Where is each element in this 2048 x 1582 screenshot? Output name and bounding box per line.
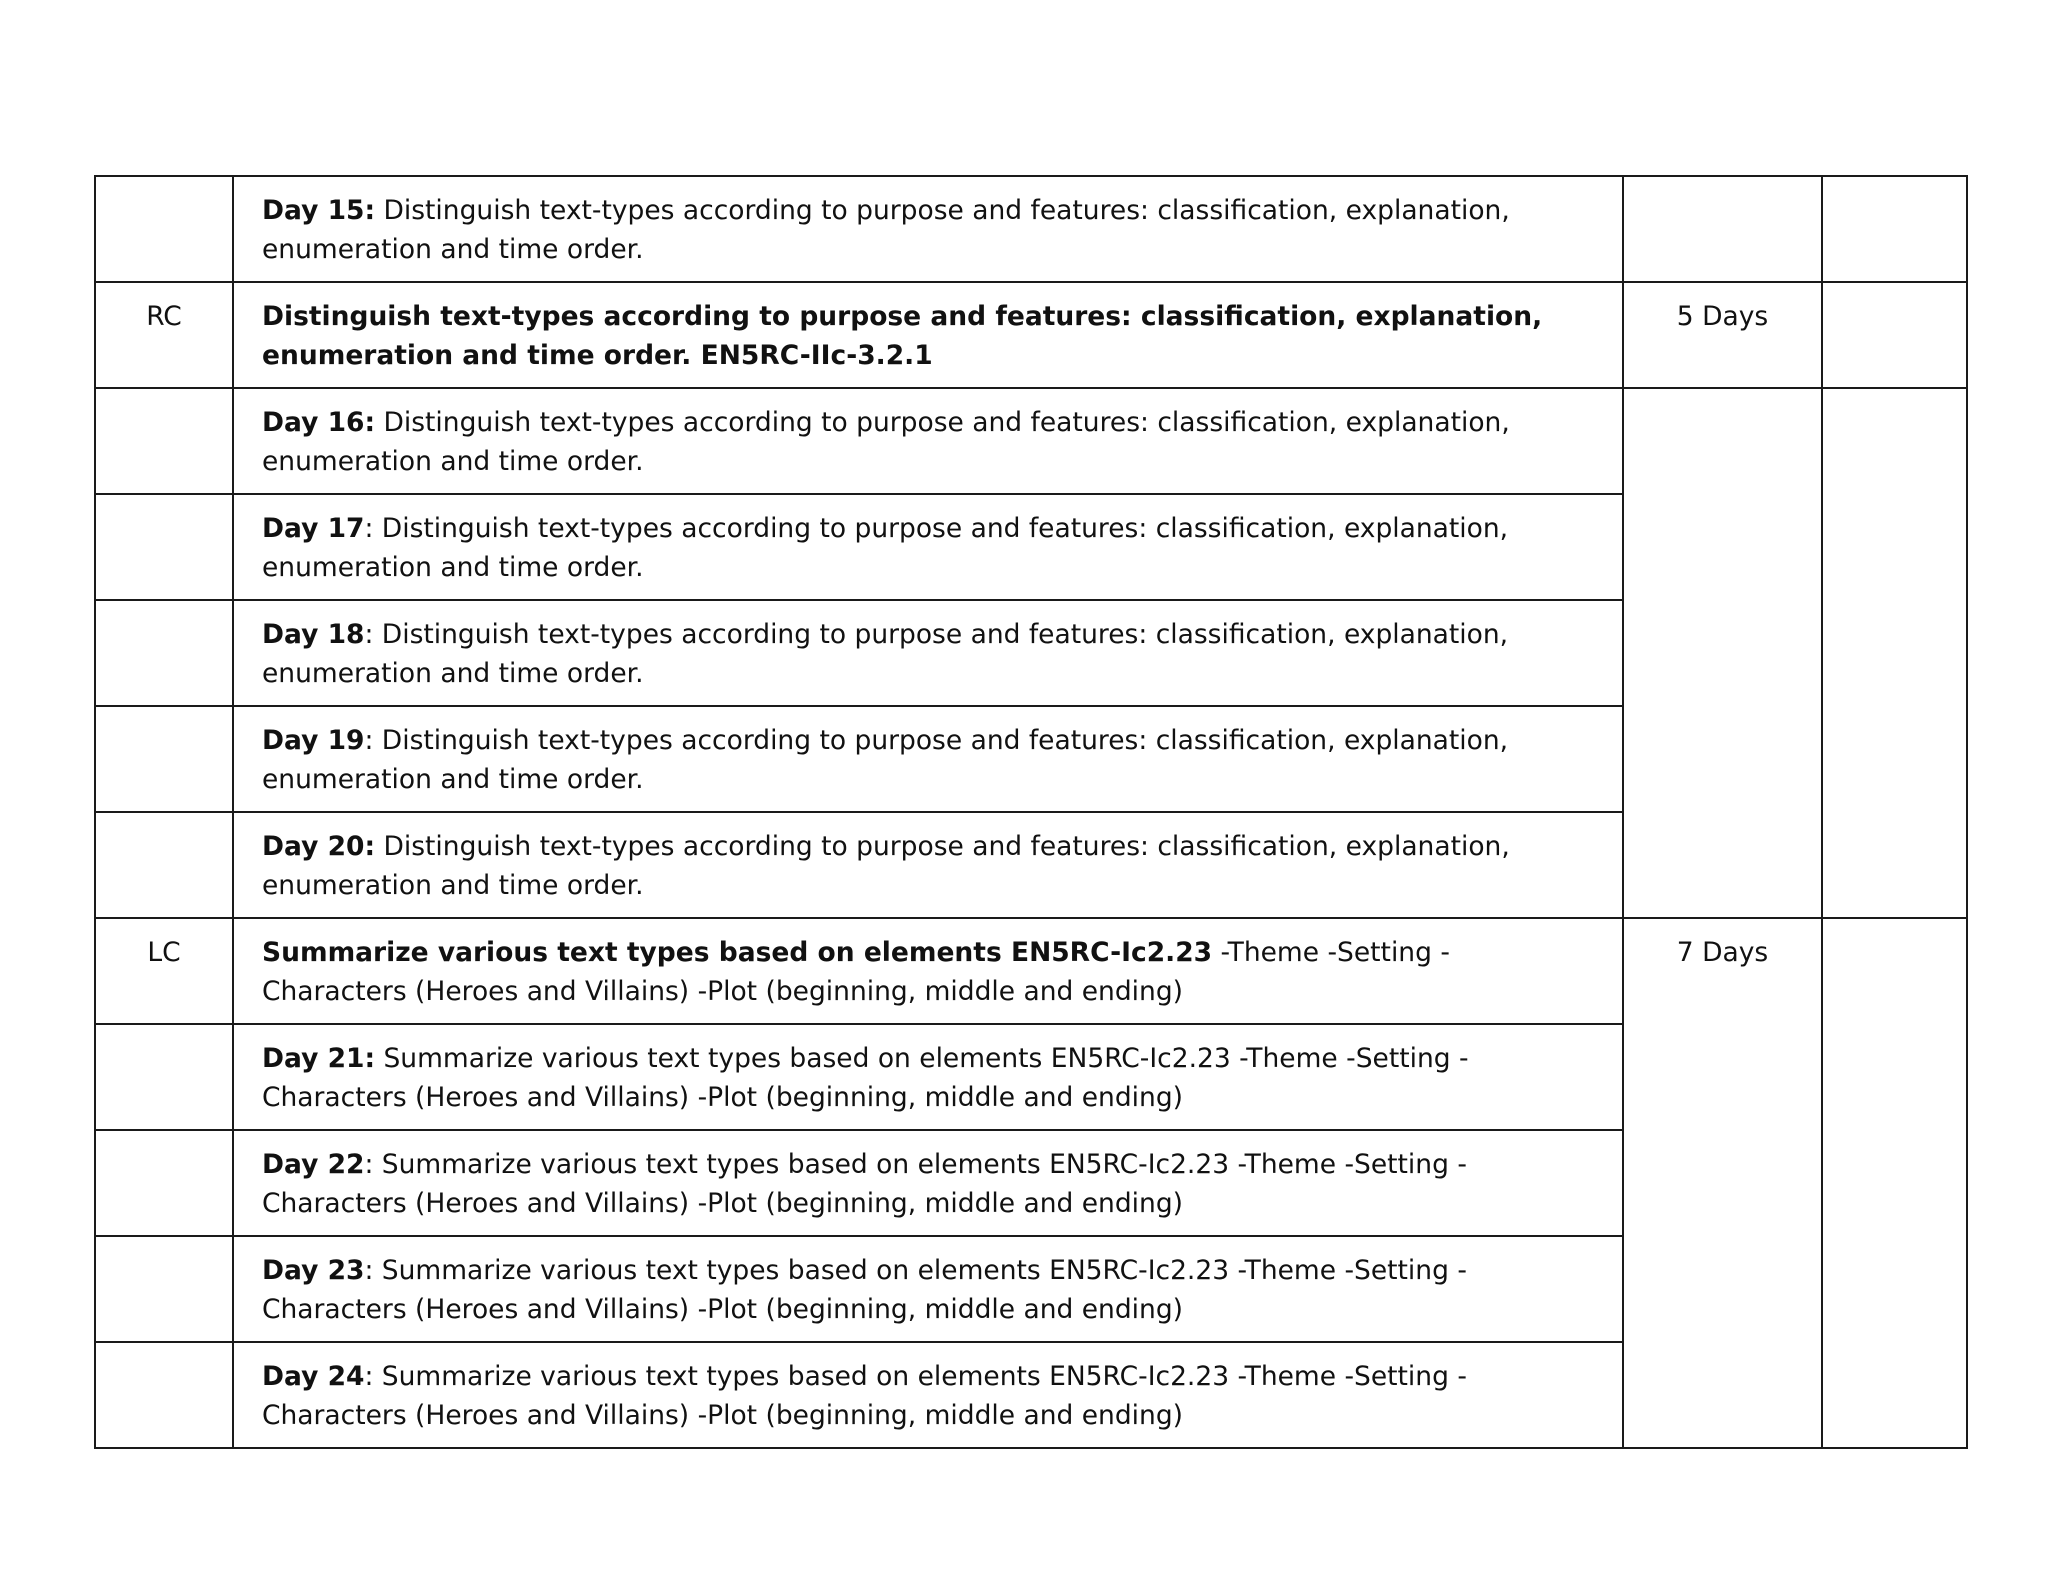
competency-cell bbox=[233, 176, 1623, 282]
competency-text: Summarize various text types based on elements EN5RC-Ic2.23 -Theme -Setting -Characters (Heroes and Villains) -Plot (beginning, middle and ending) bbox=[262, 1043, 1469, 1113]
competency-bold: Day 17 bbox=[262, 513, 365, 544]
strand-cell bbox=[95, 706, 233, 812]
days-cell bbox=[1623, 176, 1822, 282]
competency-bold: Day 15: bbox=[262, 195, 376, 226]
competency-bold: Day 21: bbox=[262, 1043, 376, 1074]
strand-cell bbox=[95, 1342, 233, 1448]
strand-cell bbox=[95, 1130, 233, 1236]
competency-bold: Day 18 bbox=[262, 619, 365, 650]
days-cell: 7 Days bbox=[1623, 918, 1822, 1448]
days-cell: 5 Days bbox=[1623, 282, 1822, 388]
competency-bold: Distinguish text-types according to purpose and features: classification, explanation, enumeration and time order. EN5RC-IIc-3.2.1 bbox=[262, 301, 1543, 371]
remarks-cell bbox=[1822, 918, 1967, 1448]
remarks-cell bbox=[1822, 282, 1967, 388]
competency-bold: Day 24 bbox=[262, 1361, 365, 1392]
competency-cell bbox=[233, 812, 1623, 918]
strand-cell bbox=[95, 1236, 233, 1342]
strand-cell: LC bbox=[95, 918, 233, 1024]
strand-cell bbox=[95, 388, 233, 494]
competency-cell bbox=[233, 1130, 1623, 1236]
remarks-cell bbox=[1822, 176, 1967, 282]
competency-text: : Distinguish text-types according to purpose and features: classification, explanation, enumeration and time order. bbox=[262, 619, 1509, 689]
competency-text: Distinguish text-types according to purpose and features: classification, explanation, enumeration and time order. bbox=[262, 195, 1510, 265]
strand-cell: RC bbox=[95, 282, 233, 388]
competency-cell bbox=[233, 388, 1623, 494]
competency-text: : Distinguish text-types according to purpose and features: classification, explanation, enumeration and time order. bbox=[262, 513, 1509, 583]
competency-bold: Day 23 bbox=[262, 1255, 365, 1286]
competency-bold: Day 22 bbox=[262, 1149, 365, 1180]
table-row bbox=[95, 918, 1967, 1024]
competency-cell bbox=[233, 494, 1623, 600]
table-row bbox=[95, 176, 1967, 282]
table-row bbox=[95, 282, 1967, 388]
competency-bold: Day 16: bbox=[262, 407, 376, 438]
strand-cell bbox=[95, 494, 233, 600]
competency-text: : Summarize various text types based on elements EN5RC-Ic2.23 -Theme -Setting -Characters (Heroes and Villains) -Plot (beginning, middle and ending) bbox=[262, 1149, 1467, 1219]
days-cell bbox=[1623, 388, 1822, 918]
competency-bold: Summarize various text types based on elements EN5RC-Ic2.23 bbox=[262, 937, 1213, 968]
competency-cell bbox=[233, 282, 1623, 388]
competency-bold: Day 19 bbox=[262, 725, 365, 756]
competency-cell bbox=[233, 1342, 1623, 1448]
competency-cell bbox=[233, 706, 1623, 812]
remarks-cell bbox=[1822, 388, 1967, 918]
competency-text: Distinguish text-types according to purpose and features: classification, explanation, enumeration and time order. bbox=[262, 831, 1510, 901]
competency-text: : Distinguish text-types according to purpose and features: classification, explanation, enumeration and time order. bbox=[262, 725, 1509, 795]
strand-cell bbox=[95, 600, 233, 706]
competency-cell bbox=[233, 1024, 1623, 1130]
curriculum-table bbox=[94, 175, 1968, 1449]
competency-cell bbox=[233, 600, 1623, 706]
strand-cell bbox=[95, 176, 233, 282]
table-row bbox=[95, 388, 1967, 494]
competency-text: : Summarize various text types based on elements EN5RC-Ic2.23 -Theme -Setting -Characters (Heroes and Villains) -Plot (beginning, middle and ending) bbox=[262, 1255, 1467, 1325]
competency-text: : Summarize various text types based on elements EN5RC-Ic2.23 -Theme -Setting -Characters (Heroes and Villains) -Plot (beginning, middle and ending) bbox=[262, 1361, 1467, 1431]
strand-cell bbox=[95, 812, 233, 918]
competency-text: Distinguish text-types according to purpose and features: classification, explanation, enumeration and time order. bbox=[262, 407, 1510, 477]
competency-cell bbox=[233, 1236, 1623, 1342]
strand-cell bbox=[95, 1024, 233, 1130]
competency-bold: Day 20: bbox=[262, 831, 376, 862]
competency-cell bbox=[233, 918, 1623, 1024]
competency-text: -Theme -Setting -Characters (Heroes and Villains) -Plot (beginning, middle and ending) bbox=[262, 937, 1450, 1007]
